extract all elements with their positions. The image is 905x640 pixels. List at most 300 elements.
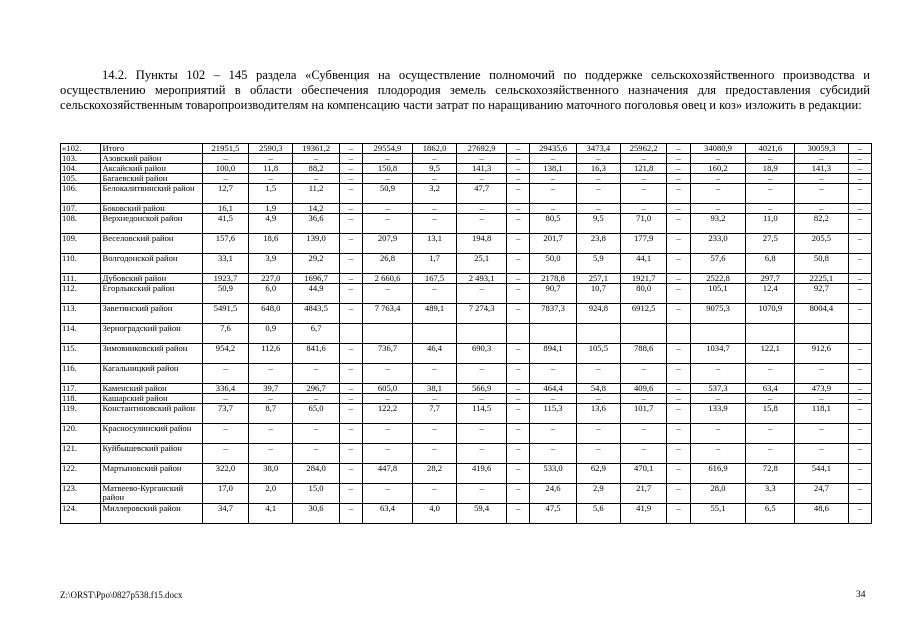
- value-cell: –: [576, 444, 620, 464]
- value-cell: –: [507, 214, 530, 234]
- value-cell: 8004,4: [795, 304, 848, 324]
- value-cell: 11,0: [746, 214, 795, 234]
- value-cell: 29,2: [293, 254, 339, 274]
- value-cell: –: [746, 174, 795, 184]
- value-cell: 18,9: [746, 164, 795, 174]
- value-cell: 13,6: [576, 404, 620, 424]
- value-cell: –: [690, 184, 746, 204]
- value-cell: 44,9: [293, 284, 339, 304]
- value-cell: –: [667, 254, 690, 274]
- district-name: Зимовниковский район: [100, 344, 202, 364]
- value-cell: 1070,9: [746, 304, 795, 324]
- value-cell: –: [576, 424, 620, 444]
- value-cell: –: [457, 424, 507, 444]
- value-cell: –: [339, 184, 362, 204]
- value-cell: –: [339, 154, 362, 164]
- table-body: [61, 144, 872, 524]
- value-cell: 5,9: [576, 254, 620, 274]
- value-cell: –: [620, 184, 666, 204]
- value-cell: –: [293, 154, 339, 164]
- value-cell: –: [339, 344, 362, 364]
- district-name: Кашарский район: [100, 394, 202, 404]
- value-cell: –: [667, 404, 690, 424]
- value-cell: –: [848, 484, 871, 504]
- value-cell: 533,0: [530, 464, 576, 484]
- value-cell: –: [746, 444, 795, 464]
- value-cell: –: [848, 184, 871, 204]
- value-cell: –: [457, 214, 507, 234]
- value-cell: 13,1: [413, 234, 457, 254]
- value-cell: –: [576, 184, 620, 204]
- value-cell: 54,8: [576, 384, 620, 394]
- value-cell: 24,7: [795, 484, 848, 504]
- table-row: [61, 404, 872, 424]
- value-cell: –: [339, 424, 362, 444]
- value-cell: 6,7: [293, 324, 339, 344]
- value-cell: 2,9: [576, 484, 620, 504]
- value-cell: –: [690, 204, 746, 214]
- value-cell: –: [507, 444, 530, 464]
- value-cell: –: [848, 234, 871, 254]
- value-cell: –: [457, 444, 507, 464]
- value-cell: –: [667, 504, 690, 524]
- value-cell: –: [848, 504, 871, 524]
- row-number: 106.: [61, 184, 101, 204]
- value-cell: –: [339, 404, 362, 424]
- value-cell: 133,9: [690, 404, 746, 424]
- value-cell: –: [690, 424, 746, 444]
- value-cell: 100,0: [202, 164, 248, 174]
- value-cell: 473,9: [795, 384, 848, 394]
- value-cell: 29554,9: [363, 144, 413, 154]
- value-cell: –: [576, 394, 620, 404]
- table-row: [61, 174, 872, 184]
- value-cell: 38,0: [249, 464, 293, 484]
- value-cell: –: [339, 144, 362, 154]
- row-number: 113.: [61, 304, 101, 324]
- value-cell: 7 763,4: [363, 304, 413, 324]
- value-cell: [795, 324, 848, 344]
- value-cell: –: [848, 154, 871, 164]
- value-cell: 121,8: [620, 164, 666, 174]
- value-cell: –: [507, 384, 530, 394]
- value-cell: 72,8: [746, 464, 795, 484]
- value-cell: –: [339, 234, 362, 254]
- value-cell: 296,7: [293, 384, 339, 394]
- value-cell: 150,8: [363, 164, 413, 174]
- value-cell: 6912,5: [620, 304, 666, 324]
- value-cell: –: [576, 154, 620, 164]
- value-cell: –: [249, 174, 293, 184]
- value-cell: 59,4: [457, 504, 507, 524]
- value-cell: 19361,2: [293, 144, 339, 154]
- value-cell: –: [530, 394, 576, 404]
- value-cell: 537,3: [690, 384, 746, 394]
- value-cell: 2225,1: [795, 274, 848, 284]
- table-row: [61, 464, 872, 484]
- value-cell: 73,7: [202, 404, 248, 424]
- value-cell: 34080,9: [690, 144, 746, 154]
- value-cell: 167,5: [413, 274, 457, 284]
- value-cell: 912,6: [795, 344, 848, 364]
- value-cell: 233,0: [690, 234, 746, 254]
- value-cell: [530, 324, 576, 344]
- row-number: 110.: [61, 254, 101, 274]
- value-cell: –: [690, 444, 746, 464]
- value-cell: –: [293, 394, 339, 404]
- value-cell: –: [667, 464, 690, 484]
- value-cell: –: [795, 444, 848, 464]
- value-cell: –: [413, 364, 457, 384]
- value-cell: 28,2: [413, 464, 457, 484]
- value-cell: 36,6: [293, 214, 339, 234]
- value-cell: 30,6: [293, 504, 339, 524]
- value-cell: –: [293, 424, 339, 444]
- value-cell: –: [690, 174, 746, 184]
- value-cell: 16,3: [576, 164, 620, 174]
- value-cell: 7,7: [413, 404, 457, 424]
- value-cell: –: [413, 284, 457, 304]
- value-cell: 122,2: [363, 404, 413, 424]
- row-number: 116.: [61, 364, 101, 384]
- value-cell: –: [576, 204, 620, 214]
- value-cell: 489,1: [413, 304, 457, 324]
- value-cell: 2522,8: [690, 274, 746, 284]
- value-cell: 29435,6: [530, 144, 576, 154]
- value-cell: –: [413, 154, 457, 164]
- value-cell: 23,8: [576, 234, 620, 254]
- value-cell: 3,2: [413, 184, 457, 204]
- district-name: Азовский район: [100, 154, 202, 164]
- value-cell: 12,4: [746, 284, 795, 304]
- value-cell: –: [202, 424, 248, 444]
- value-cell: 21951,5: [202, 144, 248, 154]
- value-cell: –: [667, 344, 690, 364]
- table-row: [61, 204, 872, 214]
- value-cell: –: [413, 204, 457, 214]
- value-cell: –: [457, 484, 507, 504]
- value-cell: –: [746, 184, 795, 204]
- row-number: 105.: [61, 174, 101, 184]
- value-cell: 4,0: [413, 504, 457, 524]
- value-cell: 39,7: [249, 384, 293, 394]
- value-cell: 115,3: [530, 404, 576, 424]
- file-path: Z:\ORST\Ppo\0827p538.f15.docx: [60, 590, 183, 600]
- value-cell: –: [848, 464, 871, 484]
- table-row: [61, 394, 872, 404]
- value-cell: 3,9: [249, 254, 293, 274]
- value-cell: 18,6: [249, 234, 293, 254]
- value-cell: 17,0: [202, 484, 248, 504]
- value-cell: 112,6: [249, 344, 293, 364]
- value-cell: –: [339, 214, 362, 234]
- row-number: 124.: [61, 504, 101, 524]
- row-number: 120.: [61, 424, 101, 444]
- table-row: [61, 304, 872, 324]
- value-cell: 322,0: [202, 464, 248, 484]
- district-name: Белокалитвинский район: [100, 184, 202, 204]
- table-row: [61, 154, 872, 164]
- value-cell: 1,7: [413, 254, 457, 274]
- value-cell: –: [457, 364, 507, 384]
- value-cell: –: [507, 274, 530, 284]
- value-cell: 44,1: [620, 254, 666, 274]
- value-cell: –: [507, 424, 530, 444]
- value-cell: 7837,3: [530, 304, 576, 324]
- value-cell: 93,2: [690, 214, 746, 234]
- value-cell: –: [667, 364, 690, 384]
- value-cell: 21,7: [620, 484, 666, 504]
- value-cell: 2 493,1: [457, 274, 507, 284]
- value-cell: –: [530, 154, 576, 164]
- value-cell: 82,2: [795, 214, 848, 234]
- value-cell: –: [620, 424, 666, 444]
- value-cell: –: [848, 214, 871, 234]
- row-number: 114.: [61, 324, 101, 344]
- table-row: [61, 274, 872, 284]
- value-cell: –: [339, 304, 362, 324]
- value-cell: –: [339, 444, 362, 464]
- value-cell: 4843,5: [293, 304, 339, 324]
- row-number: 103.: [61, 154, 101, 164]
- value-cell: 3473,4: [576, 144, 620, 154]
- value-cell: 9,5: [413, 164, 457, 174]
- value-cell: –: [620, 394, 666, 404]
- value-cell: 62,9: [576, 464, 620, 484]
- value-cell: 105,5: [576, 344, 620, 364]
- row-number: 109.: [61, 234, 101, 254]
- value-cell: –: [795, 154, 848, 164]
- value-cell: –: [690, 364, 746, 384]
- value-cell: 41,5: [202, 214, 248, 234]
- value-cell: –: [530, 444, 576, 464]
- value-cell: –: [848, 144, 871, 154]
- value-cell: –: [848, 274, 871, 284]
- value-cell: –: [667, 384, 690, 394]
- value-cell: 141,3: [457, 164, 507, 174]
- value-cell: 4,9: [249, 214, 293, 234]
- value-cell: –: [413, 214, 457, 234]
- value-cell: –: [457, 154, 507, 164]
- value-cell: –: [339, 284, 362, 304]
- page-number: 34: [856, 590, 866, 600]
- value-cell: –: [667, 154, 690, 164]
- value-cell: –: [339, 254, 362, 274]
- value-cell: 1034,7: [690, 344, 746, 364]
- value-cell: –: [339, 464, 362, 484]
- value-cell: 841,6: [293, 344, 339, 364]
- value-cell: 50,9: [202, 284, 248, 304]
- value-cell: 924,8: [576, 304, 620, 324]
- value-cell: –: [507, 364, 530, 384]
- value-cell: 284,0: [293, 464, 339, 484]
- value-cell: –: [507, 164, 530, 174]
- value-cell: [576, 324, 620, 344]
- value-cell: –: [507, 464, 530, 484]
- value-cell: 4021,6: [746, 144, 795, 154]
- value-cell: 25,1: [457, 254, 507, 274]
- value-cell: 954,2: [202, 344, 248, 364]
- district-name: Волгодонской район: [100, 254, 202, 274]
- value-cell: –: [848, 424, 871, 444]
- value-cell: –: [339, 174, 362, 184]
- value-cell: –: [457, 394, 507, 404]
- district-name: Багаевский район: [100, 174, 202, 184]
- district-name: Заветинский район: [100, 304, 202, 324]
- value-cell: 139,0: [293, 234, 339, 254]
- value-cell: 8,7: [249, 404, 293, 424]
- value-cell: 616,9: [690, 464, 746, 484]
- value-cell: –: [413, 394, 457, 404]
- value-cell: –: [530, 174, 576, 184]
- value-cell: 605,0: [363, 384, 413, 394]
- value-cell: 447,8: [363, 464, 413, 484]
- value-cell: 336,4: [202, 384, 248, 394]
- value-cell: 50,0: [530, 254, 576, 274]
- value-cell: –: [795, 174, 848, 184]
- value-cell: –: [795, 394, 848, 404]
- table-row: [61, 184, 872, 204]
- value-cell: 7 274,3: [457, 304, 507, 324]
- value-cell: –: [507, 144, 530, 154]
- value-cell: 57,6: [690, 254, 746, 274]
- table-row: [61, 444, 872, 464]
- row-number: 115.: [61, 344, 101, 364]
- row-number: 117.: [61, 384, 101, 394]
- value-cell: 2178,8: [530, 274, 576, 284]
- district-name: Дубовский район: [100, 274, 202, 284]
- value-cell: –: [848, 204, 871, 214]
- row-number: 111.: [61, 274, 101, 284]
- value-cell: –: [667, 144, 690, 154]
- value-cell: –: [339, 484, 362, 504]
- value-cell: 71,0: [620, 214, 666, 234]
- value-cell: –: [507, 184, 530, 204]
- value-cell: 141,3: [795, 164, 848, 174]
- value-cell: –: [339, 384, 362, 394]
- value-cell: –: [507, 504, 530, 524]
- district-name: Аксайский район: [100, 164, 202, 174]
- value-cell: 122,1: [746, 344, 795, 364]
- value-cell: –: [667, 484, 690, 504]
- district-name: Мартыновский район: [100, 464, 202, 484]
- row-number: 119.: [61, 404, 101, 424]
- value-cell: –: [363, 154, 413, 164]
- value-cell: 690,3: [457, 344, 507, 364]
- value-cell: 25962,2: [620, 144, 666, 154]
- value-cell: 1862,0: [413, 144, 457, 154]
- value-cell: –: [746, 154, 795, 164]
- district-name: Боковский район: [100, 204, 202, 214]
- value-cell: –: [339, 164, 362, 174]
- district-name: Красносулинский район: [100, 424, 202, 444]
- value-cell: [690, 324, 746, 344]
- value-cell: 88,2: [293, 164, 339, 174]
- value-cell: [457, 324, 507, 344]
- value-cell: –: [507, 344, 530, 364]
- value-cell: –: [667, 234, 690, 254]
- value-cell: [507, 324, 530, 344]
- value-cell: 9075,3: [690, 304, 746, 324]
- value-cell: 5491,5: [202, 304, 248, 324]
- value-cell: 118,1: [795, 404, 848, 424]
- district-name: Миллеровский район: [100, 504, 202, 524]
- value-cell: 6,8: [746, 254, 795, 274]
- value-cell: –: [667, 174, 690, 184]
- value-cell: –: [620, 204, 666, 214]
- value-cell: [339, 324, 362, 344]
- value-cell: 160,2: [690, 164, 746, 174]
- value-cell: –: [507, 304, 530, 324]
- value-cell: –: [848, 344, 871, 364]
- district-name: Куйбышевский район: [100, 444, 202, 464]
- value-cell: 1,9: [249, 204, 293, 214]
- value-cell: 419,6: [457, 464, 507, 484]
- value-cell: –: [249, 364, 293, 384]
- value-cell: 1,5: [249, 184, 293, 204]
- value-cell: –: [530, 184, 576, 204]
- value-cell: –: [848, 364, 871, 384]
- value-cell: –: [413, 484, 457, 504]
- value-cell: –: [746, 364, 795, 384]
- value-cell: 114,5: [457, 404, 507, 424]
- value-cell: 50,9: [363, 184, 413, 204]
- value-cell: –: [848, 384, 871, 394]
- value-cell: –: [249, 444, 293, 464]
- value-cell: 28,0: [690, 484, 746, 504]
- value-cell: 194,8: [457, 234, 507, 254]
- value-cell: –: [746, 424, 795, 444]
- district-name: Кагальницкий район: [100, 364, 202, 384]
- value-cell: 464,4: [530, 384, 576, 394]
- value-cell: –: [507, 204, 530, 214]
- value-cell: –: [507, 284, 530, 304]
- value-cell: –: [667, 304, 690, 324]
- value-cell: 5,6: [576, 504, 620, 524]
- row-number: 104.: [61, 164, 101, 174]
- value-cell: –: [848, 174, 871, 184]
- value-cell: –: [667, 214, 690, 234]
- value-cell: 27692,9: [457, 144, 507, 154]
- value-cell: 65,0: [293, 404, 339, 424]
- value-cell: –: [363, 394, 413, 404]
- value-cell: [746, 324, 795, 344]
- value-cell: –: [202, 154, 248, 164]
- value-cell: –: [507, 154, 530, 164]
- value-cell: –: [249, 154, 293, 164]
- value-cell: 12,7: [202, 184, 248, 204]
- value-cell: 1696,7: [293, 274, 339, 284]
- value-cell: 105,1: [690, 284, 746, 304]
- value-cell: –: [848, 254, 871, 274]
- value-cell: –: [848, 444, 871, 464]
- value-cell: –: [530, 204, 576, 214]
- value-cell: 11,8: [249, 164, 293, 174]
- value-cell: –: [202, 444, 248, 464]
- value-cell: –: [667, 284, 690, 304]
- value-cell: –: [507, 174, 530, 184]
- value-cell: 9,5: [576, 214, 620, 234]
- value-cell: 90,7: [530, 284, 576, 304]
- value-cell: –: [249, 394, 293, 404]
- value-cell: 41,9: [620, 504, 666, 524]
- value-cell: –: [576, 174, 620, 184]
- value-cell: 15,8: [746, 404, 795, 424]
- value-cell: –: [530, 364, 576, 384]
- value-cell: –: [293, 364, 339, 384]
- value-cell: –: [363, 284, 413, 304]
- row-number: 112.: [61, 284, 101, 304]
